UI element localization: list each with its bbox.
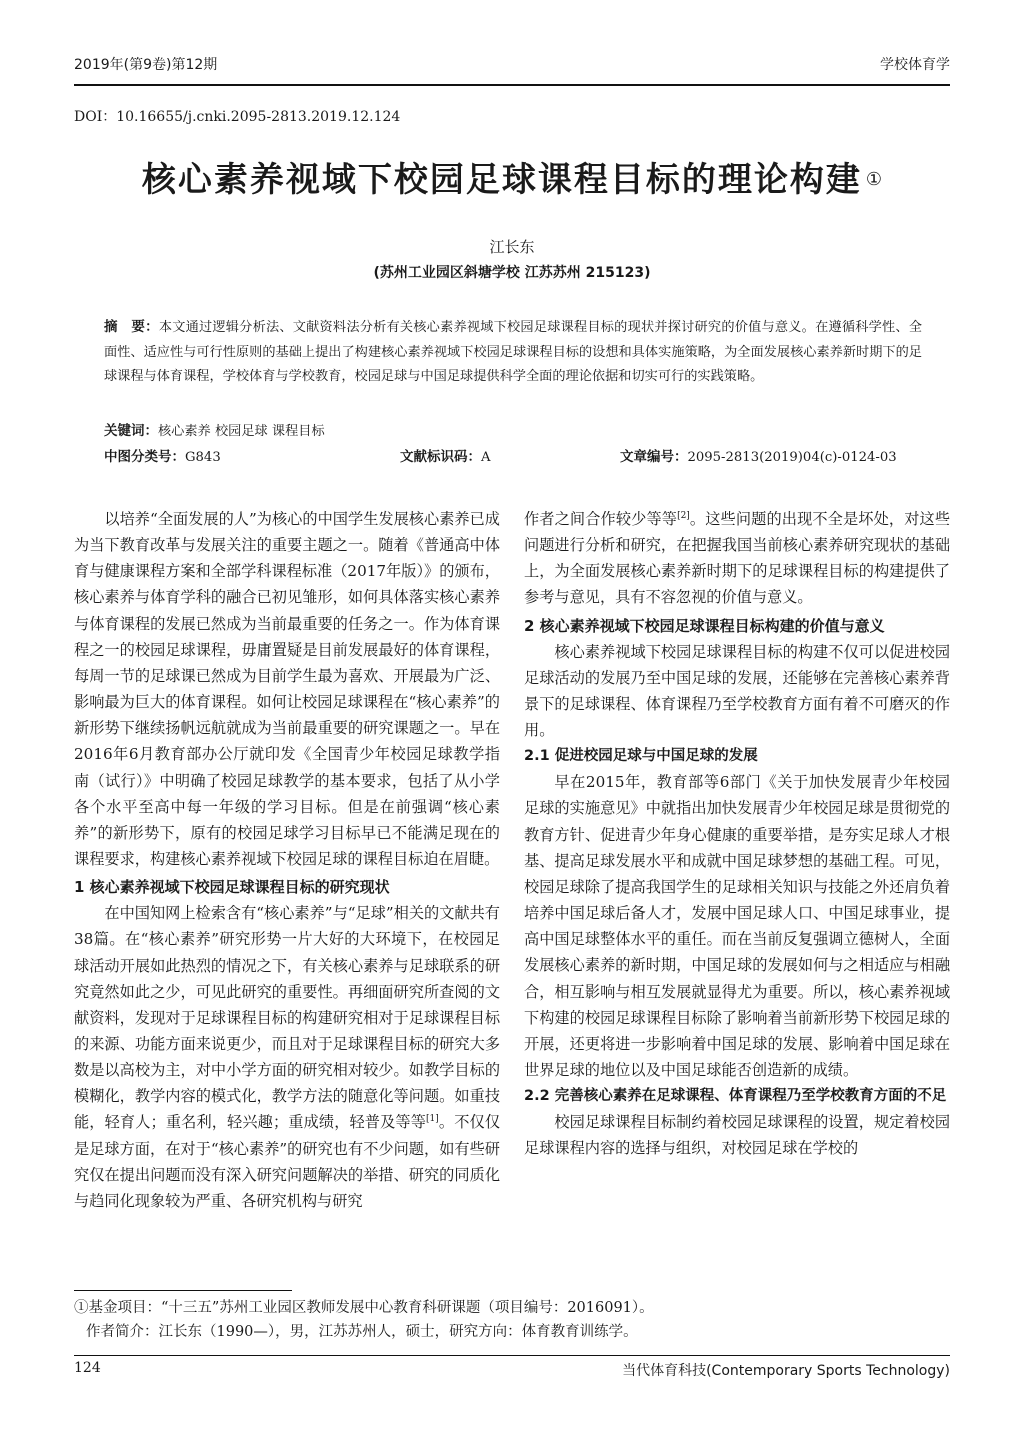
page-number: 124 [74, 1360, 101, 1376]
clc-code [104, 445, 221, 465]
footer-rule [74, 1355, 950, 1356]
author-affiliation: (苏州工业园区斜塘学校 江苏苏州 215123) [373, 265, 651, 281]
keywords [104, 419, 325, 439]
citation-ref: [2] [677, 510, 690, 521]
section-2-heading: 2 核心素养视域下校园足球课程目标构建的价值与意义 [524, 616, 885, 635]
article-meta [104, 445, 922, 465]
doc-code-label: 文献标识码： [400, 449, 481, 465]
section-2-paragraph: 核心素养视域下校园足球课程目标的构建不仅可以促进校园足球活动的发展乃至中国足球的发展，还能够在完善核心素养背景下的足球课程、体育课程乃至学校教育方面有着不可磨灭的作用。 [524, 642, 950, 740]
continued-paragraph [524, 506, 950, 611]
doi: DOI：10.16655/j.cnki.2095-2813.2019.12.124 [74, 109, 401, 125]
clc-label: 中图分类号： [104, 449, 185, 465]
section-2-1-paragraph: 早在2015年，教育部等6部门《关于加快发展青少年校园足球的实施意见》中就指出加快发展青少年校园足球是贯彻党的教育方针、促进青少年身心健康的重要举措，是夯实足球人才根基、提高足球发展水平和成就中国足球梦想的基础工程。可见，校园足球除了提高我国学生的足球相关知识与技能之外还肩负着培养中国足球后备人才，发展中国足球人口、中国足球事业，提高中国足球整体水平的重任。而在当前反复强调立德树人，全面发展核心素养的新时期，中国足球的发展如何与之相适应与相融合，相互影响与相互发展就显得尤为重要。所以，核心素养视域下构建的校园足球课程目标除了影响着当前新形势下校园足球的开展，还更将进一步影响着中国足球的发展、影响着中国足球在世界足球的地位以及中国足球能否创造新的成绩。 [524, 773, 950, 1079]
continued-text-a: 作者之间合作较少等等 [524, 510, 678, 528]
footnote-rule [74, 1290, 292, 1291]
section-2-2-heading: 2.2 完善核心素养在足球课程、体育课程乃至学校教育方面的不足 [524, 1088, 947, 1105]
header-rule [74, 84, 950, 86]
journal-name: 当代体育科技(Contemporary Sports Technology) [622, 1363, 950, 1379]
article-number [620, 445, 897, 465]
issue-info: 2019年(第9卷)第12期 [74, 57, 218, 73]
body-column-right [524, 506, 950, 1161]
footnote-fund: ①基金项目：“十三五”苏州工业园区教师发展中心教育科研课题（项目编号：2016091）。 [74, 1300, 654, 1316]
continued-text-b: 。这些问题的出现不全是坏处，对这些问题进行分析和研究，在把握我国当前核心素养研究现状的基础上，为全面发展核心素养新时期下的足球课程目标的构建提供了参考与意见，具有不容忽视的价值与意义。 [524, 510, 951, 607]
abstract-text: 本文通过逻辑分析法、文献资料法分析有关核心素养视域下校园足球课程目标的现状并探讨研究的价值与意义。在遵循科学性、全面性、适应性与可行性原则的基础上提出了构建核心素养视域下校园足球课程目标的设想和具体实施策略，为全面发展核心素养新时期下的足球课程与体育课程，学校体育与学校教育，校园足球与中国足球提供科学全面的理论依据和切实可行的实践策略。 [104, 320, 923, 384]
citation-ref: [1] [426, 1114, 439, 1125]
title-block [0, 152, 1024, 201]
article-no-label: 文章编号： [620, 449, 688, 465]
clc-value: G843 [185, 450, 221, 465]
section-2-1-heading: 2.1 促进校园足球与中国足球的发展 [524, 748, 758, 765]
keywords-label: 关键词： [104, 423, 158, 439]
abstract-label: 摘 要： [104, 319, 159, 335]
section-1-text-a: 在中国知网上检索含有“核心素养”与“足球”相关的文献共有38篇。在“核心素养”研究形势一片大好的大环境下，在校园足球活动开展如此热烈的情况之下，有关核心素养与足球联系的研究竟然如此之少，可见此研究的重要性。再细面研究所查阅的文献资料，发现对于足球课程目标的构建研究相对于足球课程目标的来源、功能方面来说更少，而且对于足球课程目标的研究大多数是以高校为主，对中小学方面的研究相对较少。如教学目标的模糊化，教学内容的模式化，教学方法的随意化等问题。如重技能，轻育人；重名利，轻兴趣；重成绩，轻普及等等 [74, 904, 500, 1132]
body-column-left [74, 506, 500, 1214]
author-name: 江长东 [489, 238, 535, 256]
doc-code-value: A [481, 450, 491, 465]
section-1-heading: 1 核心素养视域下校园足球课程目标的研究现状 [74, 878, 390, 897]
keywords-text: 核心素养 校园足球 课程目标 [158, 424, 325, 439]
section-2-2-paragraph: 校园足球课程目标制约着校园足球课程的设置，规定着校园足球课程内容的选择与组织，对校园足球在学校的 [524, 1113, 950, 1158]
document-code [400, 445, 491, 465]
section-1-text-b: 。不仅仅是足球方面，在对于“核心素养”的研究也有不少问题，如有些研究仅在提出问题而没有深入研究问题解决的举措、研究的同质化与趋同化现象较为严重、各研究机构与研究 [74, 1113, 501, 1210]
section-1-paragraph [74, 900, 500, 1214]
intro-paragraph: 以培养“全面发展的人”为核心的中国学生发展核心素养已成为当下教育改革与发展关注的重要主题之一。随着《普通高中体育与健康课程方案和全部学科课程标准（2017年版）》的颁布，核心素养与体育学科的融合已初见雏形，如何具体落实核心素养与体育课程的发展已然成为当前最重要的任务之一。作为体育课程之一的校园足球课程，毋庸置疑是目前发展最好的体育课程，每周一节的足球课已然成为目前学生最为喜欢、开展最为广泛、影响最为巨大的体育课程。如何让校园足球课程在“核心素养”的新形势下继续扬帆远航就成为当前最重要的研究课题之一。早在2016年6月教育部办公厅就印发《全国青少年校园足球教学指南（试行）》中明确了校园足球教学的基本要求，包括了从小学各个水平至高中每一年级的学习目标。但是在前强调“核心素养”的新形势下，原有的校园足球学习目标早已不能满足现在的课程要求，构建核心素养视域下校园足球的课程目标迫在眉睫。 [74, 510, 500, 869]
abstract [104, 315, 922, 390]
article-no-value: 2095-2813(2019)04(c)-0124-03 [687, 450, 897, 465]
page-title: 核心素养视域下校园足球课程目标的理论构建 [141, 160, 862, 200]
footnote-author-bio: 作者简介：江长东（1990—），男，江苏苏州人，硕士，研究方向：体育教育训练学。 [86, 1324, 638, 1340]
title-footnote-mark: ① [865, 168, 883, 190]
section-name: 学校体育学 [880, 57, 950, 73]
